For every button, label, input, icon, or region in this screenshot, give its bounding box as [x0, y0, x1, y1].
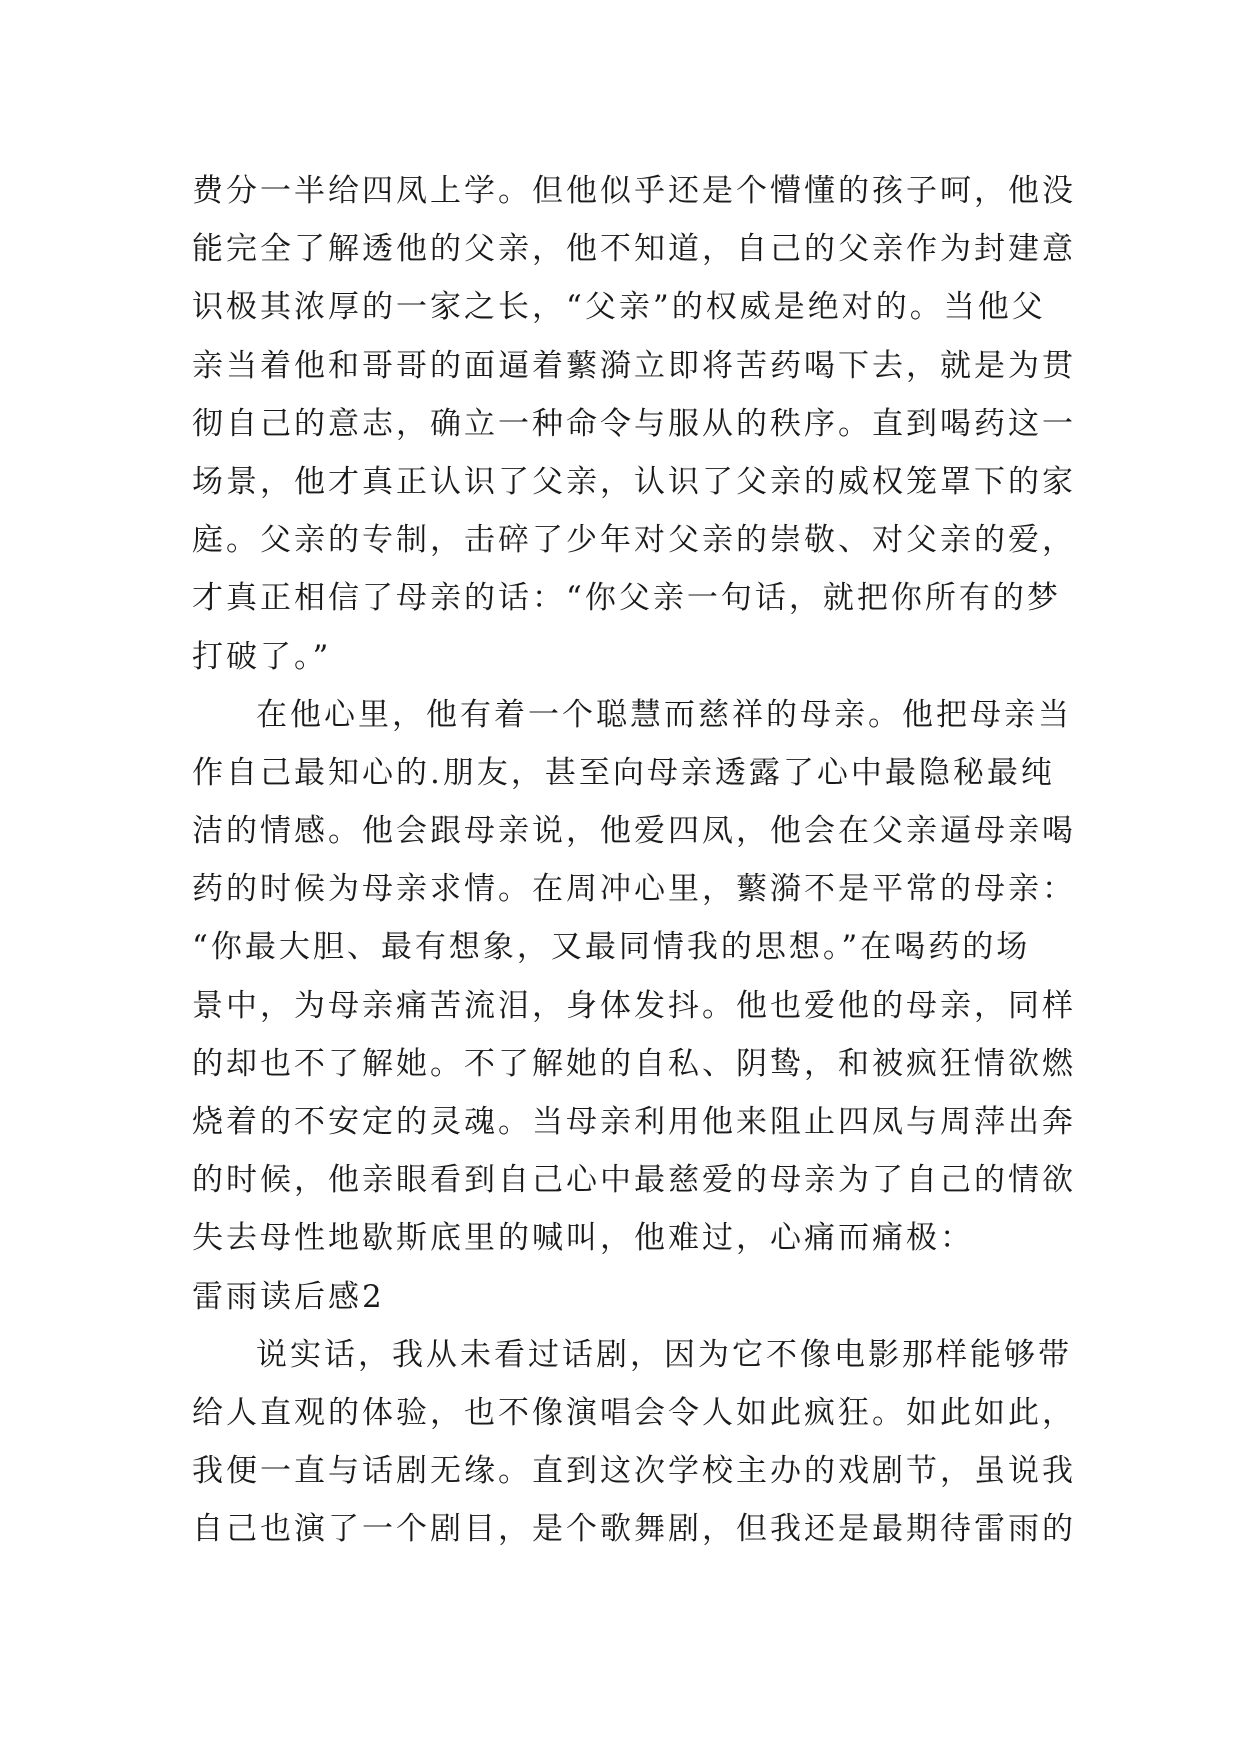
document-body: [192, 162, 1076, 1559]
text-line: 烧着的不安定的灵魂。当母亲利用他来阻止四凤与周萍出奔: [192, 1104, 1076, 1140]
text-line: 识极其浓厚的一家之长，“父亲”的权威是绝对的。当他父: [192, 289, 1046, 326]
text-line: 亲当着他和哥哥的面逼着蘩漪立即将苦药喝下去，就是为贯: [192, 347, 1076, 384]
text-line: 作自己最知心的.朋友，甚至向母亲透露了心中最隐秘最纯: [192, 754, 1055, 791]
text-line: 失去母性地歇斯底里的喊叫，他难过，心痛而痛极：: [192, 1220, 974, 1257]
text-line: 我便一直与话剧无缘。直到这次学校主办的戏剧节，虽说我: [192, 1453, 1076, 1490]
text-line: 才真正相信了母亲的话：“你父亲一句话，就把你所有的梦: [192, 580, 1061, 617]
text-line: 的时候，他亲眼看到自己心中最慈爱的母亲为了自己的情欲: [192, 1162, 1076, 1199]
text-line: 能完全了解透他的父亲，他不知道，自己的父亲作为封建意: [192, 231, 1076, 268]
text-line: 说实话，我从未看过话剧，因为它不像电影那样能够带: [256, 1336, 1072, 1373]
text-line: 自己也演了一个剧目，是个歌舞剧，但我还是最期待雷雨的: [192, 1511, 1076, 1548]
text-line: 药的时候为母亲求情。在周冲心里，蘩漪不是平常的母亲：: [192, 871, 1076, 908]
text-line: “你最大胆、最有想象，又最同情我的思想。”在喝药的场: [192, 929, 1031, 966]
text-line: 洁的情感。他会跟母亲说，他爱四凤，他会在父亲逼母亲喝: [192, 813, 1076, 850]
text-line: 给人直观的体验，也不像演唱会令人如此疯狂。如此如此，: [192, 1394, 1076, 1431]
text-line: 彻自己的意志，确立一种命令与服从的秩序。直到喝药这一: [192, 405, 1076, 442]
text-line: 在他心里，他有着一个聪慧而慈祥的母亲。他把母亲当: [256, 696, 1072, 733]
paragraph-continued: [192, 162, 1076, 686]
text-line: 的却也不了解她。不了解她的自私、阴鸷，和被疯狂情欲燃: [192, 1045, 1076, 1082]
text-line: 庭。父亲的专制，击碎了少年对父亲的崇敬、对父亲的爱，: [192, 522, 1076, 559]
text-line: 场景，他才真正认识了父亲，认识了父亲的威权笼罩下的家: [192, 463, 1076, 500]
text-line: 景中，为母亲痛苦流泪，身体发抖。他也爱他的母亲，同样: [192, 987, 1076, 1024]
section-title: 雷雨读后感2: [192, 1278, 385, 1315]
paragraph-drama-intro: [192, 1326, 1076, 1559]
paragraph-mother: [192, 686, 1076, 1268]
text-line: 打破了。”: [192, 638, 332, 675]
text-line: 费分一半给四凤上学。但他似乎还是个懵懂的孩子呵，他没: [192, 173, 1076, 209]
